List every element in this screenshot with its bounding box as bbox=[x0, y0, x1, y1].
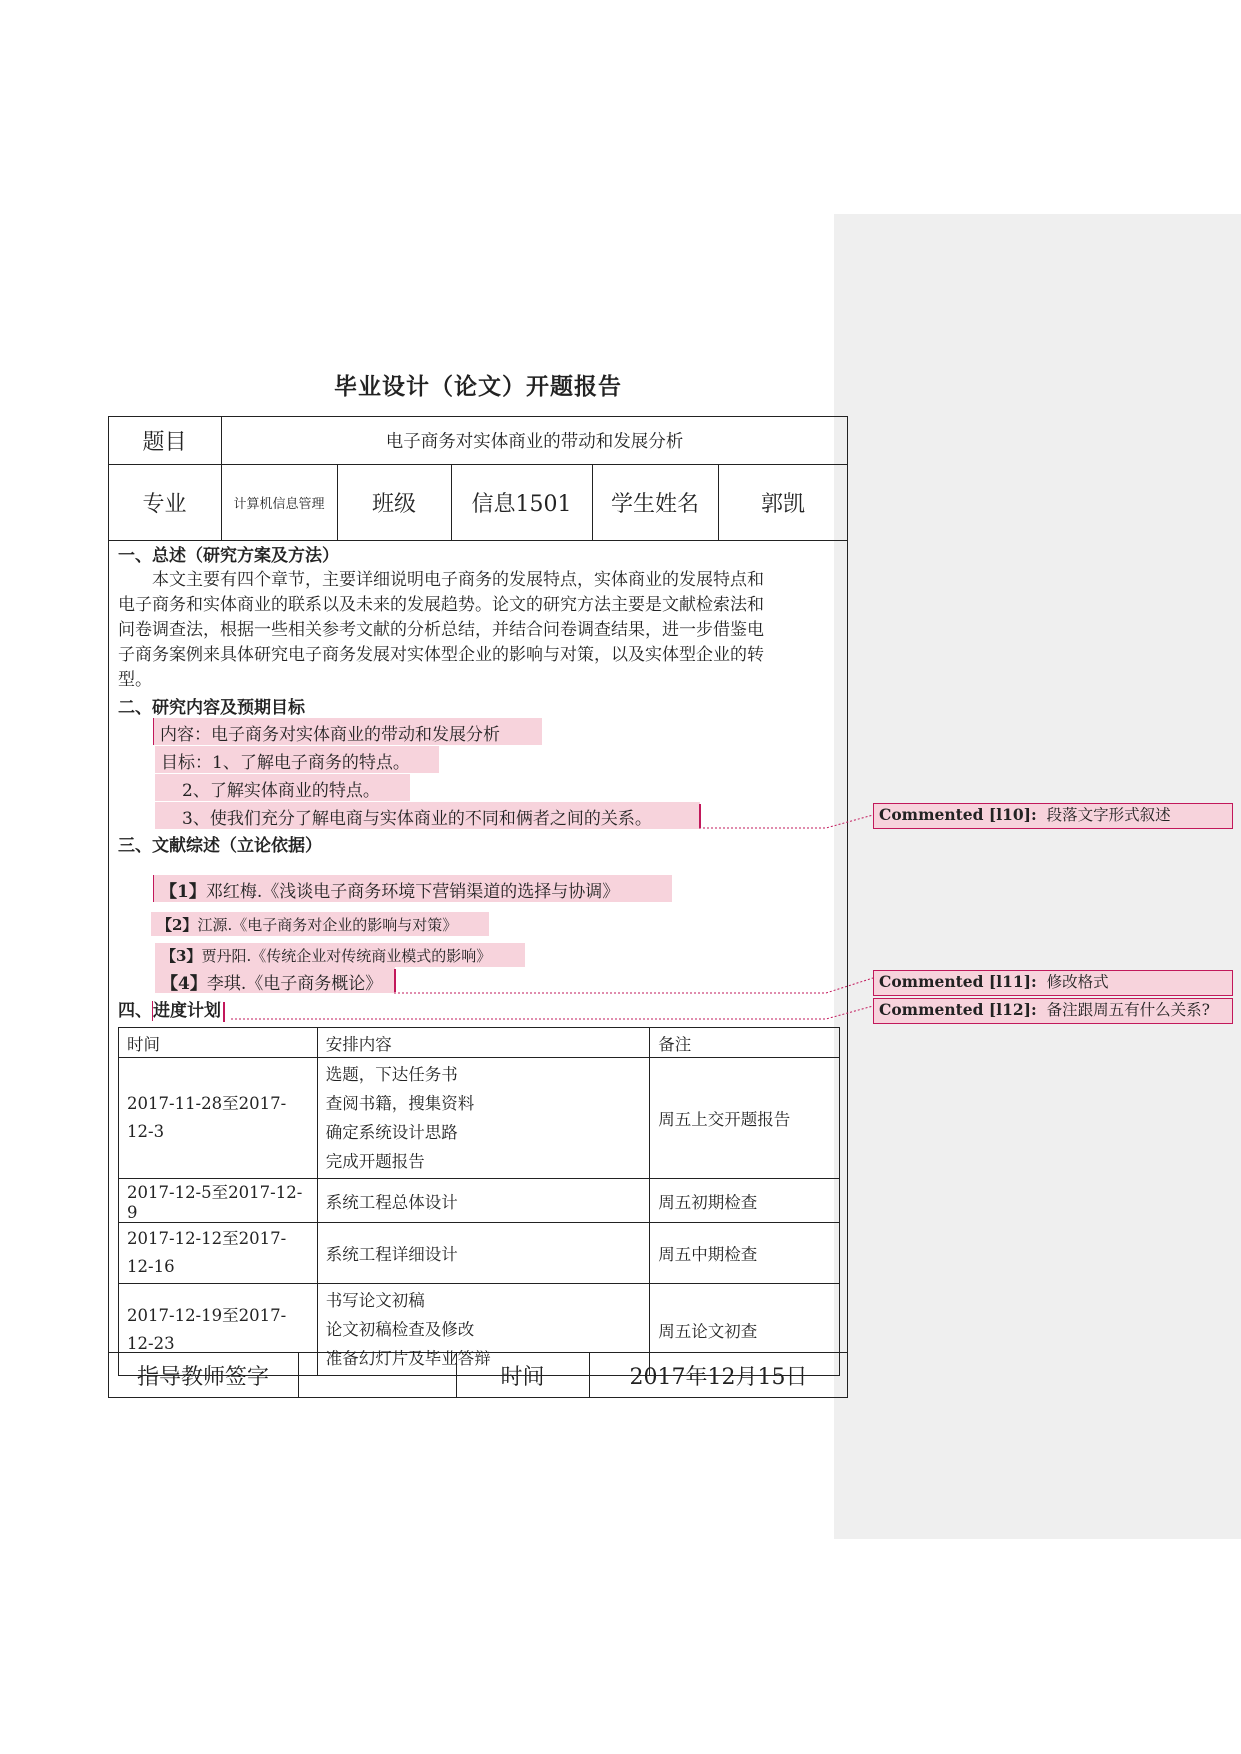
section2-content: 内容：电子商务对实体商业的带动和发展分析 bbox=[153, 718, 542, 745]
row-note: 周五初期检查 bbox=[650, 1179, 840, 1223]
section2-goal: 2、了解实体商业的特点。 bbox=[155, 774, 410, 801]
class-label: 班级 bbox=[371, 491, 416, 517]
comment-leader-l11 bbox=[394, 978, 873, 993]
comment-text: 段落文字形式叙述 bbox=[1046, 806, 1171, 824]
date-value: 2017年12月15日 bbox=[629, 1364, 808, 1390]
row-note: 周五中期检查 bbox=[650, 1223, 840, 1284]
topic-label: 题目 bbox=[142, 429, 187, 455]
section3-heading: 三、文献综述（立论依据） bbox=[118, 836, 322, 856]
topic-value: 电子商务对实体商业的带动和发展分析 bbox=[385, 431, 684, 452]
comment-balloon[interactable] bbox=[873, 998, 1233, 1024]
section1-line: 问卷调查法，根据一些相关参考文献的分析总结，并结合问卷调查结果，进一步借鉴电 bbox=[118, 620, 764, 640]
reference-number: 【3】 bbox=[161, 947, 202, 965]
comment-text: 备注跟周五有什么关系? bbox=[1046, 1001, 1210, 1019]
task-item: 完成开题报告 bbox=[325, 1152, 425, 1171]
task-item: 论文初稿检查及修改 bbox=[325, 1320, 475, 1339]
task-item: 查阅书籍，搜集资料 bbox=[325, 1094, 475, 1113]
task-item: 准备幻灯片及毕业答辩 bbox=[325, 1349, 491, 1368]
section1-line: 本文主要有四个章节，主要详细说明电子商务的发展特点，实体商业的发展特点和 bbox=[152, 570, 764, 590]
comment-label: Commented [l10]: bbox=[879, 805, 1037, 824]
class-value: 信息1501 bbox=[471, 491, 572, 517]
reference-text: 李琪.《电子商务概论》 bbox=[206, 974, 383, 994]
signature-label: 指导教师签字 bbox=[136, 1364, 269, 1390]
task-item: 系统工程总体设计 bbox=[325, 1192, 458, 1212]
reference-text: 邓红梅.《浅谈电子商务环境下营销渠道的选择与协调》 bbox=[205, 882, 620, 902]
comment-balloon[interactable] bbox=[873, 803, 1233, 829]
comment-text: 修改格式 bbox=[1046, 973, 1109, 991]
section2-heading: 二、研究内容及预期目标 bbox=[118, 698, 305, 718]
section4-text: 进度计划 bbox=[153, 1001, 221, 1021]
task-item: 系统工程详细设计 bbox=[325, 1245, 458, 1264]
page-title: 毕业设计（论文）开题报告 bbox=[334, 373, 622, 400]
reference-text: 贾丹阳.《传统企业对传统商业模式的影响》 bbox=[201, 947, 492, 965]
student-label: 学生姓名 bbox=[610, 491, 699, 517]
row-note: 周五上交开题报告 bbox=[650, 1058, 840, 1179]
column-header: 备注 bbox=[650, 1028, 840, 1058]
reference-number: 【2】 bbox=[157, 916, 198, 934]
section1-heading: 一、总述（研究方案及方法） bbox=[118, 546, 339, 566]
date-label: 时间 bbox=[500, 1364, 545, 1390]
comment-leader-l12 bbox=[231, 1006, 873, 1019]
comment-label: Commented [l12]: bbox=[879, 1000, 1037, 1019]
reference-text: 江源.《电子商务对企业的影响与对策》 bbox=[197, 916, 458, 934]
row-time: 2017-12-12至2017-12-16 bbox=[119, 1223, 318, 1284]
column-header: 时间 bbox=[119, 1028, 318, 1058]
section4-prefix: 四、 bbox=[118, 1001, 152, 1021]
comment-balloon[interactable] bbox=[873, 970, 1233, 996]
major-label: 专业 bbox=[142, 491, 187, 517]
comment-leader-l10 bbox=[699, 815, 873, 828]
section2-goal: 目标：1、了解电子商务的特点。 bbox=[155, 746, 439, 773]
section1-line: 型。 bbox=[118, 670, 152, 690]
section1-line: 电子商务和实体商业的联系以及未来的发展趋势。论文的研究方法主要是文献检索法和 bbox=[118, 595, 764, 615]
comment-label: Commented [l11]: bbox=[879, 972, 1037, 991]
major-value: 计算机信息管理 bbox=[233, 496, 325, 512]
reference-number: 【1】 bbox=[160, 882, 206, 902]
task-item: 书写论文初稿 bbox=[325, 1291, 425, 1310]
row-time: 2017-12-5至2017-12-9 bbox=[119, 1179, 318, 1223]
section2-goal: 3、使我们充分了解电商与实体商业的不同和俩者之间的关系。 bbox=[155, 802, 700, 829]
section1-line: 子商务案例来具体研究电子商务发展对实体型企业的影响与对策，以及实体型企业的转 bbox=[118, 645, 764, 665]
row-time: 2017-11-28至2017-12-3 bbox=[119, 1058, 318, 1179]
column-header: 安排内容 bbox=[317, 1028, 650, 1058]
student-value: 郭凯 bbox=[760, 491, 805, 517]
task-item: 选题，下达任务书 bbox=[325, 1065, 458, 1084]
task-item: 确定系统设计思路 bbox=[325, 1123, 458, 1142]
row-note: 周五论文初查 bbox=[650, 1284, 840, 1376]
row-time: 2017-12-19至2017-12-23 bbox=[119, 1284, 318, 1376]
reference-number: 【4】 bbox=[161, 974, 207, 994]
